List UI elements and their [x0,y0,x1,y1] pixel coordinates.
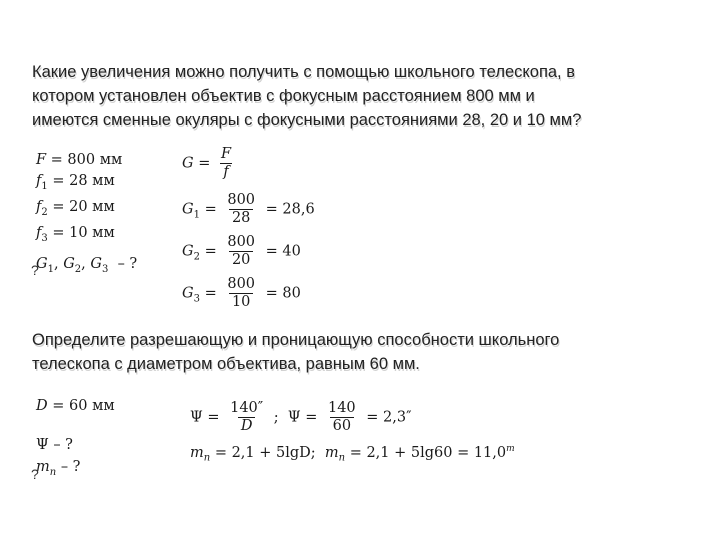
problem-1-given [36,150,122,249]
problem-2-text [32,328,672,376]
fraction-F-over-f: $\frac{F}{f}$ [220,146,232,180]
formula-G: G = $\frac{F}{f}$ [182,146,237,181]
problem-1-line-3: имеются сменные окуляры с фокусными расстояниями 28, 20 и 10 мм? [32,111,582,129]
problem-1-line-1: Какие увеличения можно получить с помощью школьного телескопа, в [32,63,575,81]
given-D: D = 60 мм [36,398,115,414]
given-f1: $f_1 = 28$ мм [36,173,115,192]
find-psi: Ψ – ? [36,437,73,453]
question-mark-2: ? [31,466,39,482]
problem-1-text [32,60,672,132]
formula-G2: $G_2$ = $\frac{800}{20}$ = 40 [182,234,301,268]
given-f3: $f_3 = 10$ мм [36,224,115,244]
formula-mn: $m_n = 2,1 + 5\lg D$; $m_n = 2,1 + 5\lg 60 = 11,0^m$ [190,444,515,464]
question-mark-1: ? [31,262,39,278]
formula-psi: Ψ = $\frac{140''}{D}$ ; Ψ = $\frac{140}{60}$ = 2,3″ [190,400,412,434]
formula-G3: $G_3$ = $\frac{800}{10}$ = 80 [182,276,301,310]
problem-1-line-2: котором установлен объектив с фокусным расстоянием 800 мм и [32,87,535,105]
given-f2: $f_2 = 20$ мм [36,198,115,218]
problem-1-find: $G_1$, $G_2$, $G_3$ – ? [36,256,138,275]
given-F: F = 800 мм [36,152,123,168]
formula-G1: $G_1$ = $\frac{800}{28}$ = 28,6 [182,192,315,226]
problem-2-line-2: телескопа с диаметром объектива, равным 60 мм. [32,355,420,373]
find-mn: $m_n$ – ? [36,459,81,478]
problem-2-line-1: Определите разрешающую и проницающую способности школьного [32,331,560,349]
